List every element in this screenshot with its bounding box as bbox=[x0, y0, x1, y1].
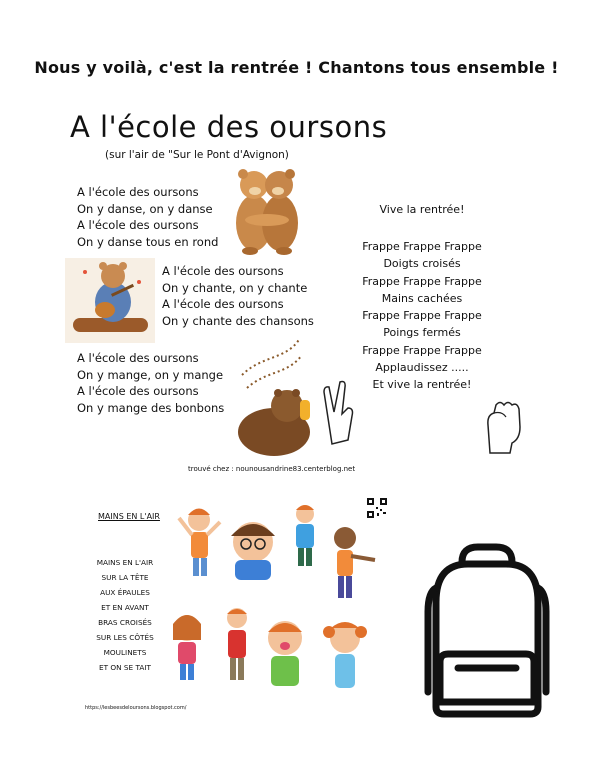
page-headline: Nous y voilà, c'est la rentrée ! Chantons tous ensemble ! bbox=[34, 58, 559, 77]
kid-windmill bbox=[268, 621, 302, 686]
verse-line: A l'école des oursons bbox=[77, 218, 199, 232]
kid-shoulders bbox=[296, 505, 314, 566]
arms-line: MAINS EN L'AIR bbox=[96, 558, 154, 567]
kid-hands-head bbox=[231, 522, 275, 580]
chant-block bbox=[352, 203, 492, 394]
verse-line: A l'école des oursons bbox=[162, 297, 284, 311]
arms-line: MOULINETS bbox=[103, 648, 147, 657]
song-subtitle: (sur l'air de "Sur le Pont d'Avignon) bbox=[105, 149, 289, 161]
verse-line: On y mange, on y mange bbox=[77, 367, 224, 382]
hugging-bears-illustration bbox=[232, 165, 302, 255]
kids-gestures-illustration bbox=[165, 500, 385, 705]
arms-line: ET EN AVANT bbox=[101, 603, 149, 612]
source-url: https://lesbeesdeloursons.blogspot.com/ bbox=[85, 705, 187, 711]
arms-line: BRAS CROISÉS bbox=[98, 618, 152, 627]
honey-bear-illustration bbox=[232, 330, 322, 458]
arms-line: SUR LA TÊTE bbox=[101, 573, 149, 582]
chant-line: Frappe Frappe Frappe bbox=[362, 274, 482, 288]
chant-line: Poings fermés bbox=[383, 326, 461, 340]
kid-sides bbox=[227, 608, 247, 680]
verse-line: On y chante, on y chante bbox=[162, 280, 308, 295]
backpack-icon bbox=[418, 542, 556, 720]
chant-line: Doigts croisés bbox=[383, 257, 461, 271]
arms-line: SUR LES CÔTÉS bbox=[96, 633, 154, 642]
verse-line: On y chante des chansons bbox=[162, 313, 314, 328]
chant-line: Mains cachées bbox=[381, 291, 463, 305]
kid-crossed-arms bbox=[173, 615, 201, 680]
chant-line: Et vive la rentrée! bbox=[372, 378, 472, 392]
credit-text: trouvé chez : nounousandrine83.centerblog.net bbox=[188, 465, 356, 473]
verse-line: A l'école des oursons bbox=[77, 384, 199, 398]
chant-line: Frappe Frappe Frappe bbox=[362, 240, 482, 253]
verse-2 bbox=[162, 263, 314, 329]
kid-forward bbox=[334, 527, 375, 598]
chant-intro: Vive la rentrée! bbox=[379, 203, 465, 216]
chant-line: Frappe Frappe Frappe bbox=[362, 309, 482, 323]
chant-line: Applaudissez ..... bbox=[375, 361, 469, 375]
chant-line: Frappe Frappe Frappe bbox=[362, 343, 482, 357]
arms-line: ET ON SE TAIT bbox=[99, 663, 151, 672]
kid-quiet bbox=[323, 622, 367, 688]
guitar-bear-illustration bbox=[65, 258, 155, 343]
verse-line: On y danse, on y danse bbox=[77, 201, 213, 216]
verse-3 bbox=[77, 350, 224, 416]
song-title: A l'école des oursons bbox=[70, 110, 388, 144]
fist-icon bbox=[482, 395, 526, 455]
verse-line: On y mange des bonbons bbox=[77, 400, 225, 415]
verse-line: A l'école des oursons bbox=[77, 351, 199, 365]
arms-lines bbox=[90, 555, 160, 675]
crossed-fingers-icon bbox=[318, 378, 358, 446]
arms-line: AUX ÉPAULES bbox=[100, 588, 150, 597]
arms-title: MAINS EN L'AIR bbox=[98, 512, 160, 521]
kid-arms-up bbox=[179, 509, 220, 577]
verse-line: A l'école des oursons bbox=[77, 185, 199, 199]
verse-line: On y danse tous en rond bbox=[77, 234, 219, 249]
verse-1 bbox=[77, 184, 218, 250]
verse-line: A l'école des oursons bbox=[162, 264, 284, 278]
